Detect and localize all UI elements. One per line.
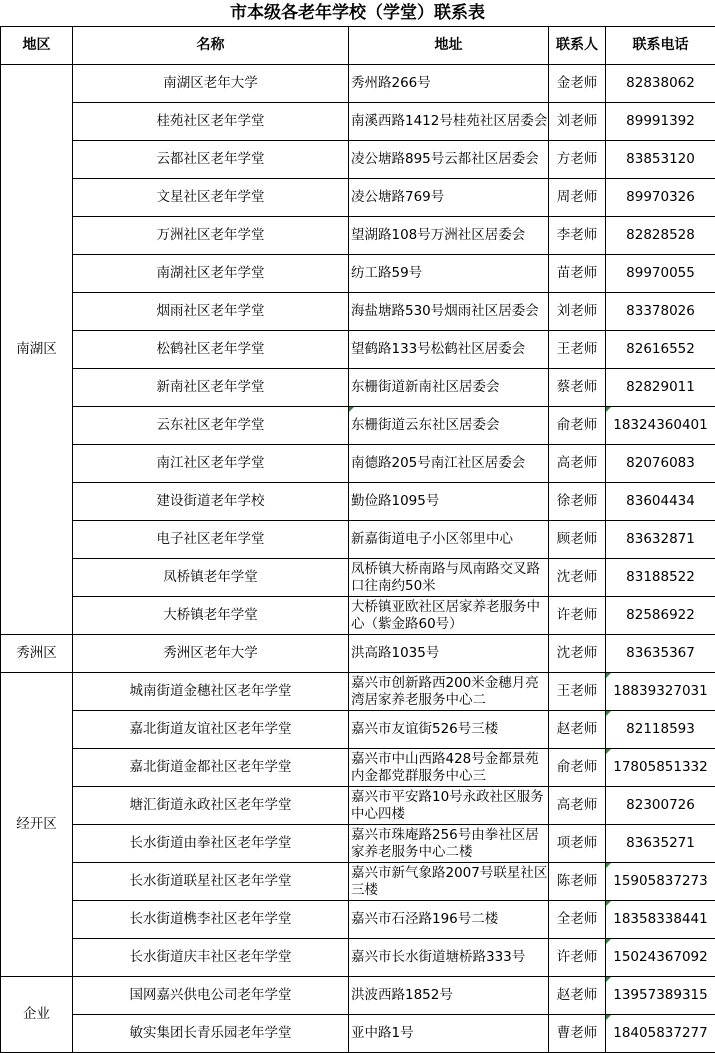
phone-cell: 82076083 <box>606 445 715 483</box>
address-cell <box>349 901 549 939</box>
phone-cell: 13957389315 <box>606 977 715 1015</box>
phone-cell: 83604434 <box>606 483 715 521</box>
phone-cell: 89991392 <box>606 103 715 141</box>
address-text: 南德路205号南江社区居委会 <box>351 455 548 472</box>
name-cell: 云都社区老年学堂 <box>73 141 349 179</box>
contact-cell: 方老师 <box>549 141 606 179</box>
phone-cell: 83635367 <box>606 635 715 673</box>
table-row <box>1 217 715 255</box>
name-cell: 秀洲区老年大学 <box>73 635 349 673</box>
table-row <box>1 635 715 673</box>
address-text: 嘉兴市中山西路428号金都景苑内金都党群服务中心三 <box>351 751 548 785</box>
address-cell <box>349 331 549 369</box>
contact-cell: 曹老师 <box>549 1015 606 1053</box>
name-cell: 南江社区老年学堂 <box>73 445 349 483</box>
phone-cell: 89970055 <box>606 255 715 293</box>
name-cell: 凤桥镇老年学堂 <box>73 559 349 597</box>
name-cell: 松鹤社区老年学堂 <box>73 331 349 369</box>
table-row <box>1 711 715 749</box>
address-cell <box>349 825 549 863</box>
address-cell <box>349 179 549 217</box>
contact-table <box>0 26 715 1053</box>
address-cell <box>349 1015 549 1053</box>
address-text: 凌公塘路769号 <box>351 189 548 206</box>
contact-cell: 俞老师 <box>549 749 606 787</box>
table-row <box>1 103 715 141</box>
phone-cell: 83853120 <box>606 141 715 179</box>
region-cell: 企业 <box>1 977 73 1053</box>
contact-cell: 王老师 <box>549 673 606 711</box>
contact-cell: 高老师 <box>549 787 606 825</box>
address-text: 东栅街道新南社区居委会 <box>351 379 548 396</box>
address-cell <box>349 711 549 749</box>
table-row <box>1 749 715 787</box>
contact-cell: 高老师 <box>549 445 606 483</box>
phone-cell: 18405837277 <box>606 1015 715 1053</box>
address-text: 洪高路1035号 <box>351 645 548 662</box>
contact-cell: 全老师 <box>549 901 606 939</box>
contact-cell: 金老师 <box>549 65 606 103</box>
address-text: 嘉兴市创新路西200米金穗月亮湾居家养老服务中心二 <box>351 675 548 709</box>
name-cell: 新南社区老年学堂 <box>73 369 349 407</box>
address-cell <box>349 521 549 559</box>
phone-cell: 15905837273 <box>606 863 715 901</box>
region-cell: 秀洲区 <box>1 635 73 673</box>
phone-cell: 82829011 <box>606 369 715 407</box>
header-phone: 联系电话 <box>606 27 715 65</box>
address-text: 纺工路59号 <box>351 265 548 282</box>
table-row <box>1 597 715 635</box>
address-text: 嘉兴市长水街道塘桥路333号 <box>351 949 548 966</box>
address-cell <box>349 863 549 901</box>
phone-cell: 17805851332 <box>606 749 715 787</box>
phone-cell: 18839327031 <box>606 673 715 711</box>
address-cell <box>349 559 549 597</box>
address-cell <box>349 255 549 293</box>
contact-cell: 刘老师 <box>549 103 606 141</box>
address-cell <box>349 103 549 141</box>
phone-cell: 18324360401 <box>606 407 715 445</box>
contact-cell: 赵老师 <box>549 977 606 1015</box>
phone-cell: 83635271 <box>606 825 715 863</box>
contact-cell: 蔡老师 <box>549 369 606 407</box>
name-cell: 南湖区老年大学 <box>73 65 349 103</box>
table-row <box>1 179 715 217</box>
address-cell <box>349 673 549 711</box>
name-cell: 云东社区老年学堂 <box>73 407 349 445</box>
phone-cell: 83632871 <box>606 521 715 559</box>
contact-cell: 赵老师 <box>549 711 606 749</box>
name-cell: 文星社区老年学堂 <box>73 179 349 217</box>
phone-cell: 82616552 <box>606 331 715 369</box>
name-cell: 大桥镇老年学堂 <box>73 597 349 635</box>
address-text: 嘉兴市珠庵路256号由拳社区居家养老服务中心二楼 <box>351 827 548 861</box>
contact-cell: 周老师 <box>549 179 606 217</box>
phone-cell: 82838062 <box>606 65 715 103</box>
address-text: 望湖路108号万洲社区居委会 <box>351 227 548 244</box>
region-cell: 南湖区 <box>1 65 73 635</box>
table-row <box>1 863 715 901</box>
phone-cell: 83378026 <box>606 293 715 331</box>
phone-cell: 82118593 <box>606 711 715 749</box>
header-row <box>1 27 715 65</box>
contact-cell: 陈老师 <box>549 863 606 901</box>
table-row <box>1 1015 715 1053</box>
contact-cell: 刘老师 <box>549 293 606 331</box>
contact-cell: 徐老师 <box>549 483 606 521</box>
table-row <box>1 939 715 977</box>
name-cell: 桂苑社区老年学堂 <box>73 103 349 141</box>
address-text: 嘉兴市石泾路196号二楼 <box>351 911 548 928</box>
table-row <box>1 977 715 1015</box>
address-text: 东栅街道云东社区居委会 <box>351 417 548 434</box>
name-cell: 敏实集团长青乐园老年学堂 <box>73 1015 349 1053</box>
contact-cell: 王老师 <box>549 331 606 369</box>
contact-cell: 许老师 <box>549 597 606 635</box>
phone-cell: 15024367092 <box>606 939 715 977</box>
phone-cell: 82300726 <box>606 787 715 825</box>
table-row <box>1 901 715 939</box>
address-text: 嘉兴市友谊街526号三楼 <box>351 721 548 738</box>
address-text: 凌公塘路895号云都社区居委会 <box>351 151 548 168</box>
name-cell: 塘汇街道永政社区老年学堂 <box>73 787 349 825</box>
address-text: 嘉兴市新气象路2007号联星社区三楼 <box>351 865 548 899</box>
contact-cell: 俞老师 <box>549 407 606 445</box>
contact-cell: 沈老师 <box>549 635 606 673</box>
address-cell <box>349 369 549 407</box>
address-text: 海盐塘路530号烟雨社区居委会 <box>351 303 548 320</box>
address-cell <box>349 217 549 255</box>
header-address: 地址 <box>349 27 549 65</box>
phone-cell: 83188522 <box>606 559 715 597</box>
phone-cell: 82586922 <box>606 597 715 635</box>
address-cell <box>349 407 549 445</box>
address-text: 洪波西路1852号 <box>351 987 548 1004</box>
table-row <box>1 255 715 293</box>
name-cell: 万洲社区老年学堂 <box>73 217 349 255</box>
name-cell: 嘉北街道友谊社区老年学堂 <box>73 711 349 749</box>
contact-cell: 苗老师 <box>549 255 606 293</box>
header-region: 地区 <box>1 27 73 65</box>
name-cell: 嘉北街道金都社区老年学堂 <box>73 749 349 787</box>
name-cell: 南湖社区老年学堂 <box>73 255 349 293</box>
address-cell <box>349 445 549 483</box>
table-row <box>1 293 715 331</box>
address-cell <box>349 141 549 179</box>
address-cell <box>349 65 549 103</box>
table-row <box>1 65 715 103</box>
name-cell: 长水街道联星社区老年学堂 <box>73 863 349 901</box>
header-name: 名称 <box>73 27 349 65</box>
table-row <box>1 559 715 597</box>
name-cell: 烟雨社区老年学堂 <box>73 293 349 331</box>
name-cell: 长水街道槜李社区老年学堂 <box>73 901 349 939</box>
address-cell <box>349 787 549 825</box>
address-cell <box>349 483 549 521</box>
address-text: 大桥镇亚欧社区居家养老服务中心（紫金路60号） <box>351 599 548 633</box>
name-cell: 长水街道庆丰社区老年学堂 <box>73 939 349 977</box>
address-cell <box>349 635 549 673</box>
table-row <box>1 141 715 179</box>
address-text: 望鹤路133号松鹤社区居委会 <box>351 341 548 358</box>
phone-cell: 18358338441 <box>606 901 715 939</box>
name-cell: 电子社区老年学堂 <box>73 521 349 559</box>
name-cell: 国网嘉兴供电公司老年学堂 <box>73 977 349 1015</box>
table-row <box>1 331 715 369</box>
page-title: 市本级各老年学校（学堂）联系表 <box>0 0 715 26</box>
address-text: 勤俭路1095号 <box>351 493 548 510</box>
header-contact: 联系人 <box>549 27 606 65</box>
address-cell <box>349 749 549 787</box>
contact-cell: 李老师 <box>549 217 606 255</box>
address-cell <box>349 293 549 331</box>
phone-cell: 82828528 <box>606 217 715 255</box>
phone-cell: 89970326 <box>606 179 715 217</box>
address-text: 南溪西路1412号桂苑社区居委会 <box>351 113 548 130</box>
table-row <box>1 787 715 825</box>
table-row <box>1 483 715 521</box>
address-text: 亚中路1号 <box>351 1025 548 1042</box>
contact-cell: 沈老师 <box>549 559 606 597</box>
address-text: 新嘉街道电子小区邻里中心 <box>351 531 548 548</box>
address-text: 嘉兴市平安路10号永政社区服务中心四楼 <box>351 789 548 823</box>
address-text: 秀州路266号 <box>351 75 548 92</box>
table-row <box>1 407 715 445</box>
table-row <box>1 445 715 483</box>
address-cell <box>349 939 549 977</box>
address-cell <box>349 597 549 635</box>
table-row <box>1 521 715 559</box>
table-row <box>1 369 715 407</box>
contact-cell: 顾老师 <box>549 521 606 559</box>
table-row <box>1 673 715 711</box>
table-row <box>1 825 715 863</box>
contact-cell: 项老师 <box>549 825 606 863</box>
name-cell: 建设街道老年学校 <box>73 483 349 521</box>
name-cell: 城南街道金穗社区老年学堂 <box>73 673 349 711</box>
address-text: 凤桥镇大桥南路与凤南路交叉路口往南约50米 <box>351 561 548 595</box>
address-cell <box>349 977 549 1015</box>
region-cell: 经开区 <box>1 673 73 977</box>
name-cell: 长水街道由拳社区老年学堂 <box>73 825 349 863</box>
contact-cell: 许老师 <box>549 939 606 977</box>
